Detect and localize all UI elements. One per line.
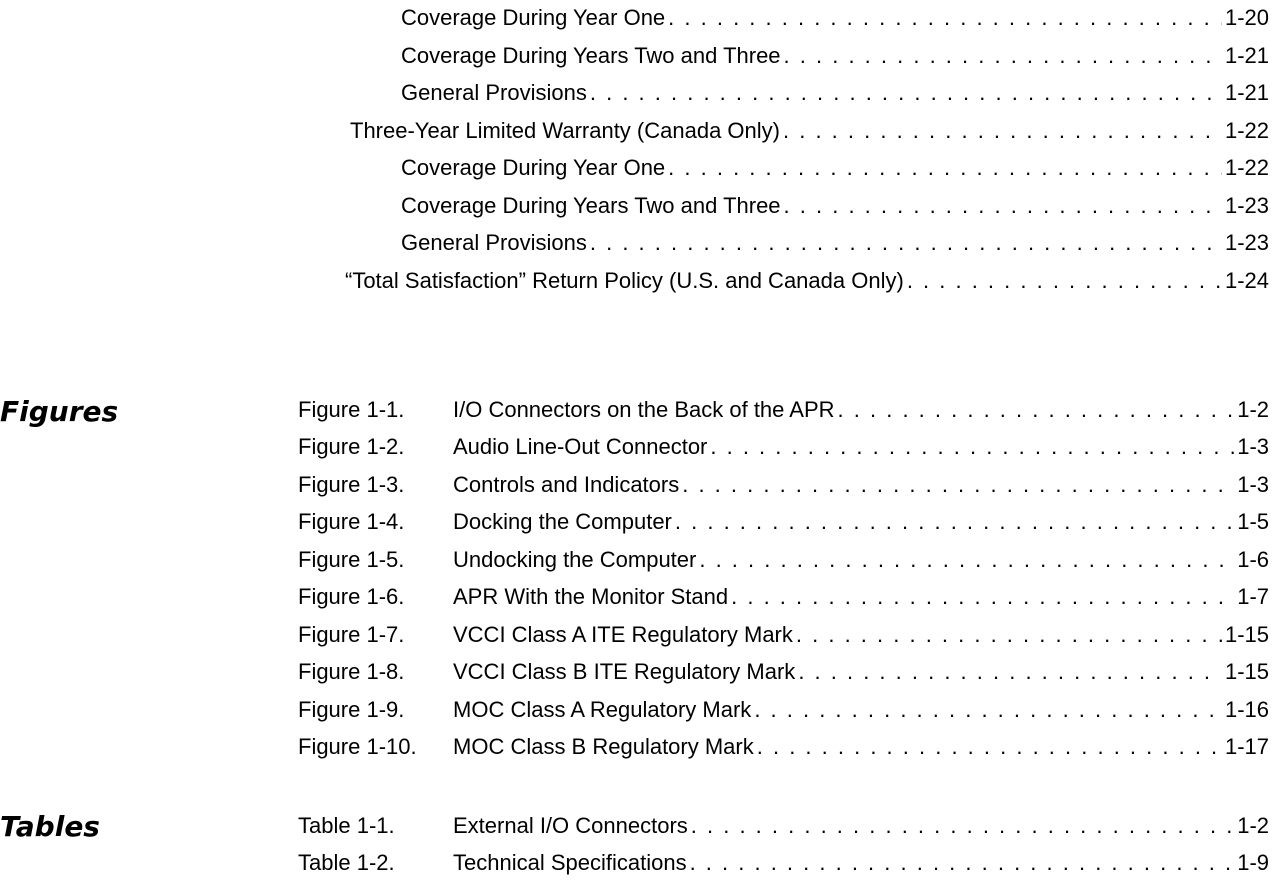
toc-entry-label: “Total Satisfaction” Return Policy (U.S. and Canada Only) bbox=[345, 268, 904, 293]
table-label: Technical Specifications bbox=[453, 850, 687, 875]
dot-leader bbox=[710, 432, 1234, 462]
table-line bbox=[298, 811, 1269, 841]
figure-number: Figure 1-3. bbox=[298, 472, 405, 497]
toc-page-number: 1-22 bbox=[1224, 155, 1269, 180]
dot-leader bbox=[796, 620, 1222, 650]
toc-page-number: 1-23 bbox=[1224, 230, 1269, 255]
tables-heading: Tables bbox=[0, 810, 100, 843]
table-number: Table 1-1. bbox=[298, 813, 395, 838]
figure-label: VCCI Class A ITE Regulatory Mark bbox=[453, 622, 793, 647]
figure-line bbox=[298, 507, 1269, 537]
figure-line bbox=[298, 620, 1269, 650]
toc-entry-label: Coverage During Year One bbox=[401, 5, 666, 30]
table-page-number: 1-2 bbox=[1237, 813, 1269, 838]
figure-label: Undocking the Computer bbox=[453, 547, 697, 572]
dot-leader bbox=[798, 657, 1222, 687]
toc-page-number: 1-21 bbox=[1224, 43, 1269, 68]
figure-label: APR With the Monitor Stand bbox=[453, 584, 729, 609]
dot-leader bbox=[783, 116, 1222, 146]
figure-number: Figure 1-9. bbox=[298, 697, 405, 722]
toc-page-number: 1-24 bbox=[1224, 268, 1269, 293]
toc-line bbox=[401, 41, 1269, 71]
toc-page-number: 1-23 bbox=[1224, 193, 1269, 218]
figure-label: MOC Class A Regulatory Mark bbox=[453, 697, 752, 722]
figure-number: Figure 1-6. bbox=[298, 584, 405, 609]
figure-page-number: 1-7 bbox=[1237, 584, 1269, 609]
dot-leader bbox=[838, 395, 1235, 425]
figure-line bbox=[298, 582, 1269, 612]
dot-leader bbox=[668, 153, 1222, 183]
figure-number: Figure 1-1. bbox=[298, 397, 405, 422]
figure-label: MOC Class B Regulatory Mark bbox=[453, 734, 754, 759]
dot-leader bbox=[668, 3, 1222, 33]
toc-line bbox=[350, 116, 1269, 146]
dot-leader bbox=[675, 507, 1234, 537]
toc-line bbox=[345, 266, 1269, 296]
figure-label: VCCI Class B ITE Regulatory Mark bbox=[453, 659, 796, 684]
figure-number: Figure 1-7. bbox=[298, 622, 405, 647]
table-line bbox=[298, 848, 1269, 878]
dot-leader bbox=[590, 78, 1222, 108]
figure-label: I/O Connectors on the Back of the APR bbox=[453, 397, 835, 422]
figure-page-number: 1-16 bbox=[1224, 697, 1269, 722]
figure-line bbox=[298, 432, 1269, 462]
toc-page-number: 1-22 bbox=[1224, 118, 1269, 143]
figure-label: Docking the Computer bbox=[453, 509, 672, 534]
figure-label: Controls and Indicators bbox=[453, 472, 680, 497]
figure-line bbox=[298, 695, 1269, 725]
dot-leader bbox=[784, 191, 1222, 221]
dot-leader bbox=[754, 695, 1222, 725]
toc-entry-label: Three-Year Limited Warranty (Canada Only) bbox=[350, 118, 780, 143]
figure-line bbox=[298, 657, 1269, 687]
dot-leader bbox=[784, 41, 1222, 71]
figures-heading: Figures bbox=[0, 395, 119, 428]
dot-leader bbox=[590, 228, 1222, 258]
dot-leader bbox=[690, 848, 1235, 878]
figure-line bbox=[298, 470, 1269, 500]
figure-line bbox=[298, 545, 1269, 575]
figure-number: Figure 1-10. bbox=[298, 734, 417, 759]
dot-leader bbox=[757, 732, 1222, 762]
figure-page-number: 1-15 bbox=[1224, 659, 1269, 684]
dot-leader bbox=[699, 545, 1234, 575]
figure-label: Audio Line-Out Connector bbox=[453, 434, 708, 459]
figure-page-number: 1-3 bbox=[1237, 434, 1269, 459]
dot-leader bbox=[907, 266, 1222, 296]
toc-entry-label: Coverage During Years Two and Three bbox=[401, 43, 781, 68]
toc-entry-label: General Provisions bbox=[401, 80, 587, 105]
dot-leader bbox=[691, 811, 1234, 841]
toc-page-number: 1-20 bbox=[1224, 5, 1269, 30]
toc-line bbox=[401, 78, 1269, 108]
table-number: Table 1-2. bbox=[298, 850, 395, 875]
toc-entry-label: General Provisions bbox=[401, 230, 587, 255]
toc-line bbox=[401, 191, 1269, 221]
figure-page-number: 1-5 bbox=[1237, 509, 1269, 534]
toc-entry-label: Coverage During Years Two and Three bbox=[401, 193, 781, 218]
toc-line bbox=[401, 3, 1269, 33]
figure-number: Figure 1-5. bbox=[298, 547, 405, 572]
dot-leader bbox=[682, 470, 1234, 500]
table-label: External I/O Connectors bbox=[453, 813, 688, 838]
figure-page-number: 1-17 bbox=[1224, 734, 1269, 759]
figure-line bbox=[298, 395, 1269, 425]
figure-page-number: 1-6 bbox=[1237, 547, 1269, 572]
figure-number: Figure 1-4. bbox=[298, 509, 405, 534]
figure-number: Figure 1-8. bbox=[298, 659, 405, 684]
figure-line bbox=[298, 732, 1269, 762]
toc-entry-label: Coverage During Year One bbox=[401, 155, 666, 180]
figure-page-number: 1-2 bbox=[1237, 397, 1269, 422]
dot-leader bbox=[731, 582, 1234, 612]
toc-line bbox=[401, 153, 1269, 183]
figure-number: Figure 1-2. bbox=[298, 434, 405, 459]
toc-page-number: 1-21 bbox=[1224, 80, 1269, 105]
table-page-number: 1-9 bbox=[1237, 850, 1269, 875]
toc-line bbox=[401, 228, 1269, 258]
figure-page-number: 1-3 bbox=[1237, 472, 1269, 497]
figure-page-number: 1-15 bbox=[1224, 622, 1269, 647]
